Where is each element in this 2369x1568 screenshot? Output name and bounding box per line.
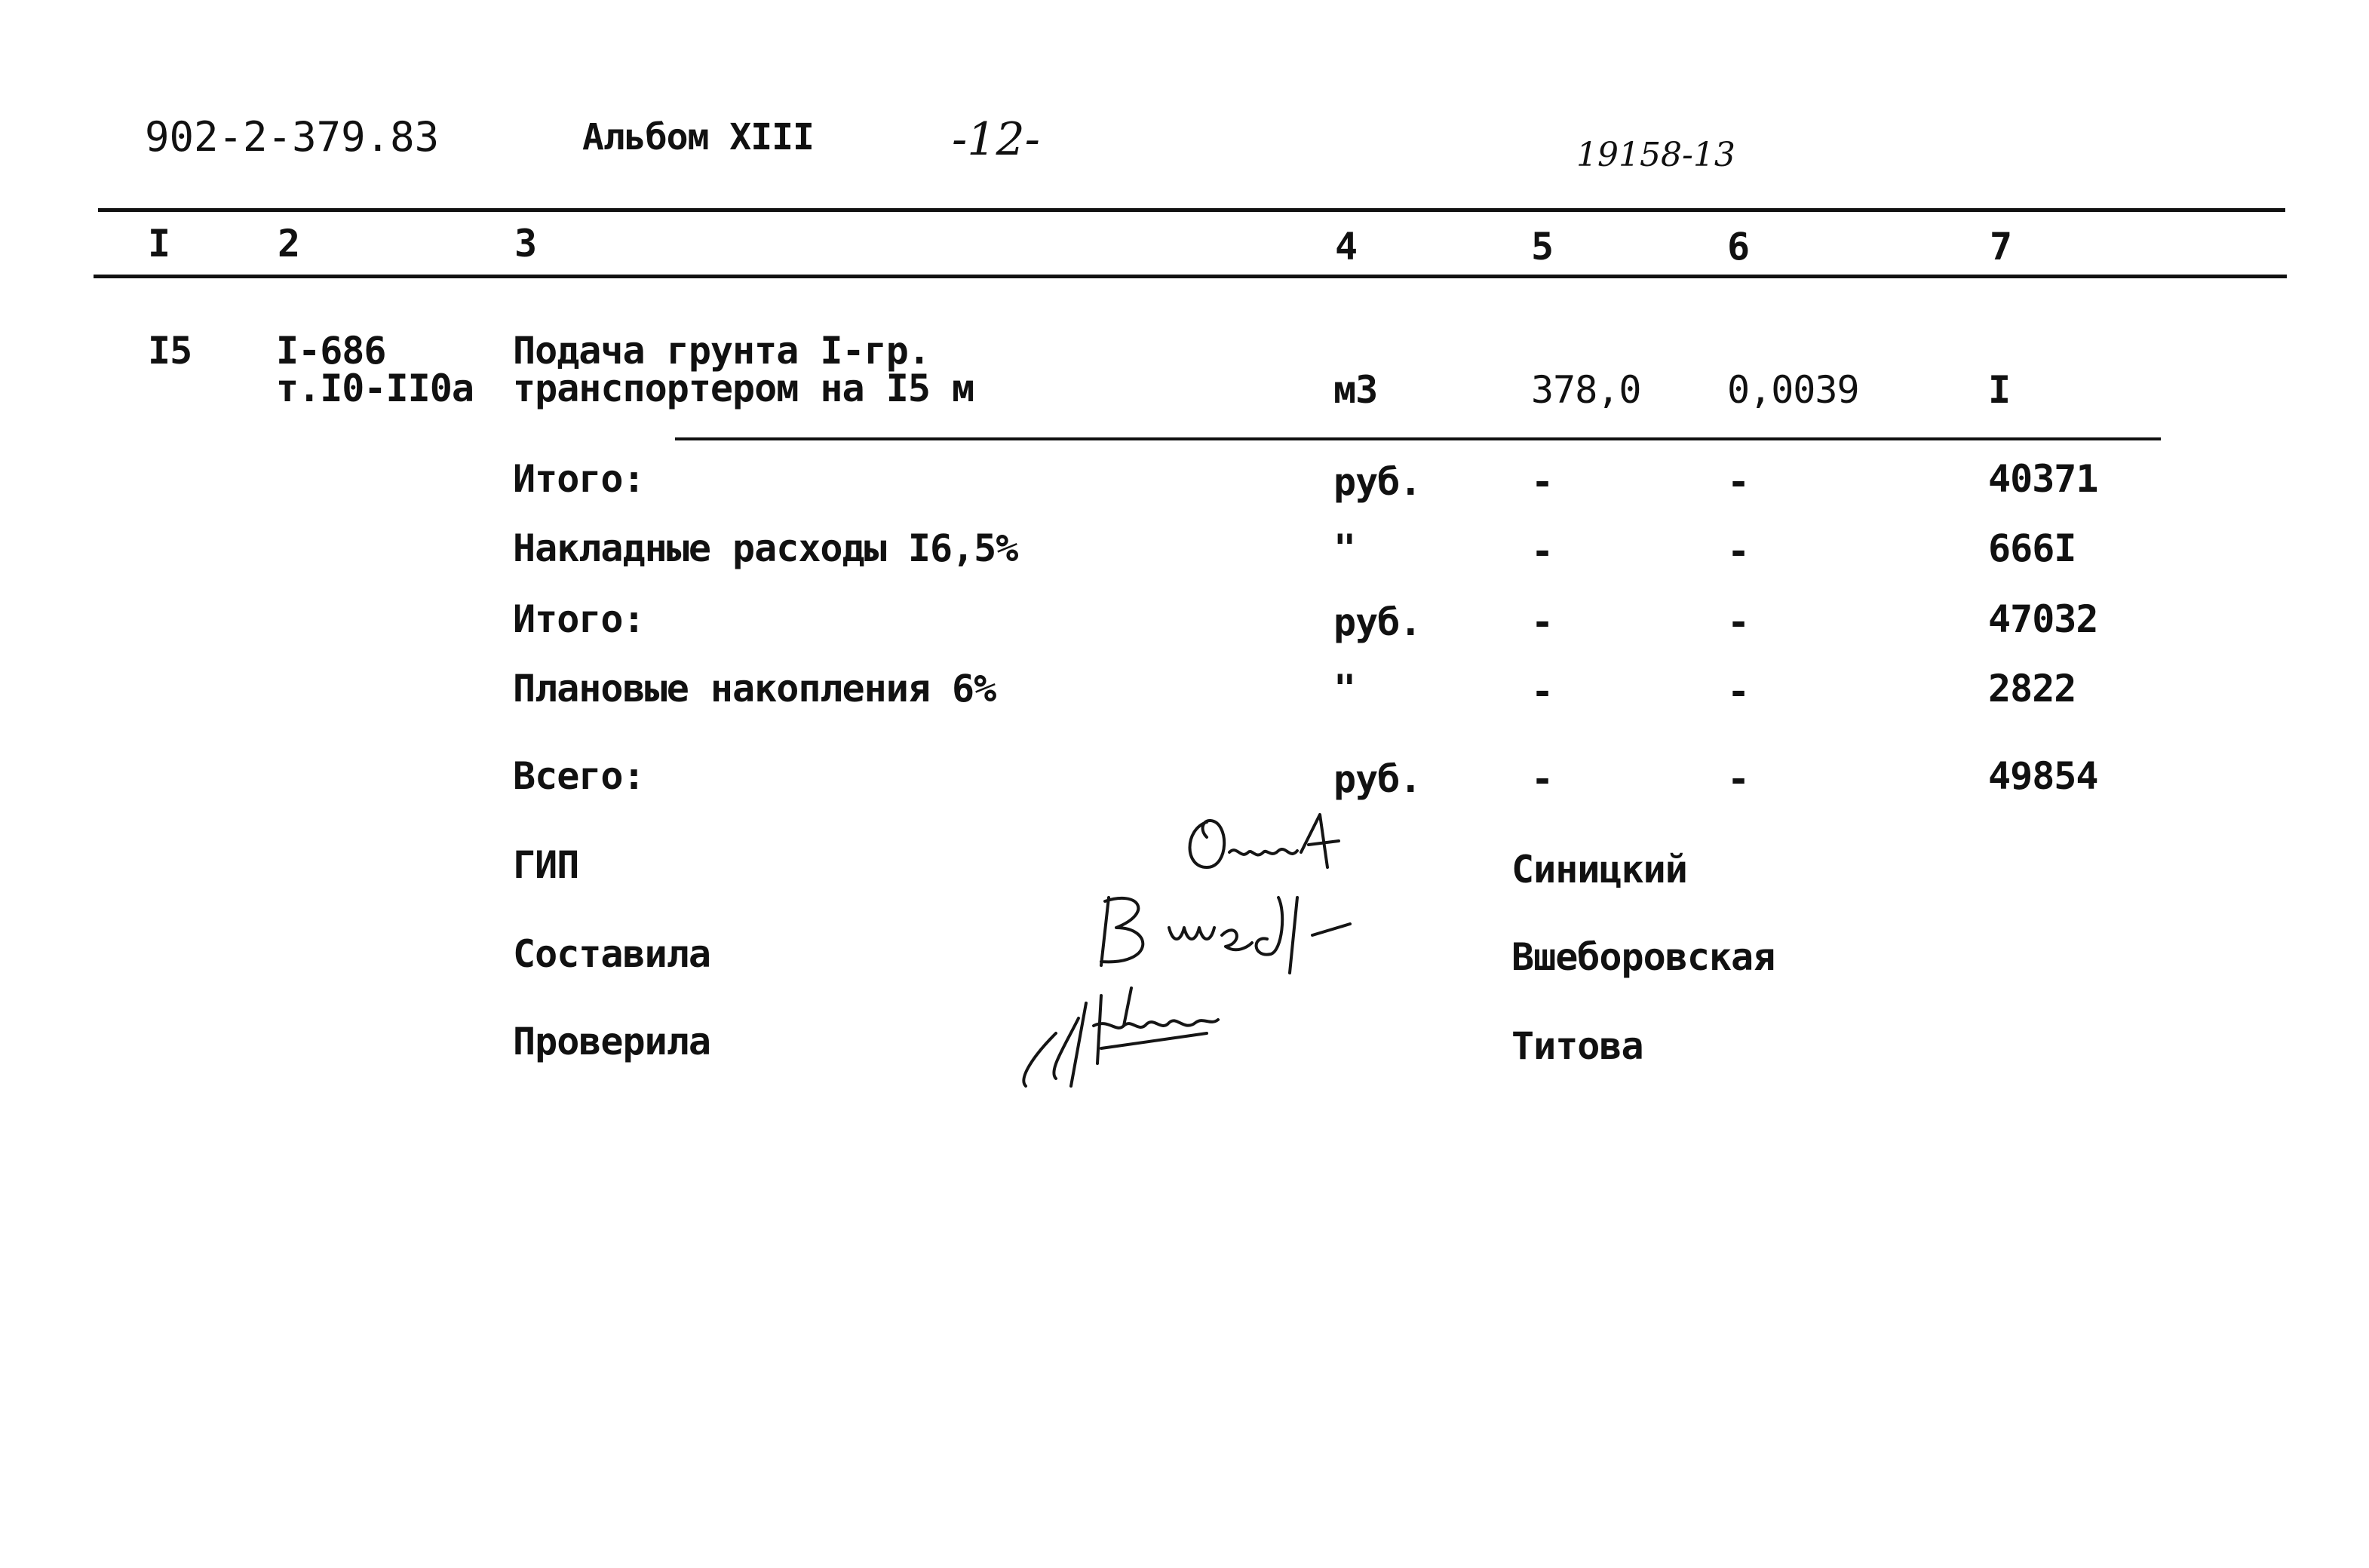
- summary-col5: -: [1531, 600, 1554, 644]
- summary-col6: -: [1727, 529, 1750, 573]
- row-description-line1: Подача грунта I-гр.: [513, 329, 930, 373]
- summary-label: Накладные расходы I6,5%: [513, 526, 1018, 570]
- column-header-3: 3: [514, 222, 537, 265]
- handwritten-signature-compiler: [1086, 882, 1403, 980]
- archive-number: 19158-13: [1576, 136, 1735, 174]
- summary-col6: -: [1727, 600, 1750, 644]
- document-number: 902-2-379.83: [145, 113, 440, 161]
- column-header-2: 2: [278, 222, 300, 265]
- summary-col6: -: [1727, 757, 1750, 801]
- summary-amount: 49854: [1988, 754, 2098, 798]
- signature-name: Синицкий: [1511, 848, 1687, 891]
- summary-unit: руб.: [1333, 757, 1422, 801]
- summary-col5: -: [1531, 529, 1554, 573]
- row-number: I5: [148, 329, 192, 373]
- handwritten-signature-gip: [1177, 807, 1358, 890]
- summary-amount: 2822: [1988, 667, 2076, 710]
- summary-col5: -: [1531, 460, 1554, 504]
- column-header-5: 5: [1531, 225, 1554, 268]
- summary-col6: -: [1727, 670, 1750, 713]
- album-label: Альбом XIII: [582, 116, 814, 158]
- summary-amount: 47032: [1988, 597, 2098, 641]
- subtotal-rule: [675, 437, 2161, 440]
- column-header-4: 4: [1335, 225, 1358, 268]
- signature-role: Составила: [513, 932, 710, 976]
- summary-col5: -: [1531, 757, 1554, 801]
- page-number: -12-: [952, 113, 1040, 166]
- row-rate: 0,0039: [1727, 368, 1859, 412]
- summary-amount: 666I: [1988, 526, 2076, 570]
- signature-role: ГИП: [513, 843, 579, 887]
- summary-unit: ": [1333, 667, 1356, 710]
- handwritten-signature-checker: [1011, 973, 1327, 1101]
- signature-name: Титова: [1511, 1024, 1643, 1068]
- signature-role: Проверила: [513, 1020, 710, 1063]
- summary-col5: -: [1531, 670, 1554, 713]
- summary-label: Плановые накопления 6%: [513, 667, 996, 710]
- summary-unit: руб.: [1333, 460, 1422, 504]
- row-total: I: [1988, 368, 2011, 412]
- row-unit: м3: [1333, 368, 1378, 412]
- row-description-line2: транспортером на I5 м: [513, 367, 974, 410]
- header-rule-bottom: [94, 275, 2287, 278]
- row-code-line1: I-686: [276, 329, 386, 373]
- column-header-1: I: [148, 222, 170, 265]
- column-header-6: 6: [1727, 225, 1750, 268]
- column-header-7: 7: [1990, 225, 2012, 268]
- summary-label: Итого:: [513, 597, 645, 641]
- signature-name: Вшеборовская: [1511, 935, 1775, 979]
- summary-label: Всего:: [513, 754, 645, 798]
- row-quantity: 378,0: [1531, 368, 1641, 412]
- row-code-line2: т.I0-II0а: [276, 367, 474, 410]
- header-rule-top: [98, 208, 2285, 212]
- summary-amount: 40371: [1988, 457, 2098, 501]
- summary-label: Итого:: [513, 457, 645, 501]
- summary-unit: руб.: [1333, 600, 1422, 644]
- summary-col6: -: [1727, 460, 1750, 504]
- summary-unit: ": [1333, 526, 1356, 570]
